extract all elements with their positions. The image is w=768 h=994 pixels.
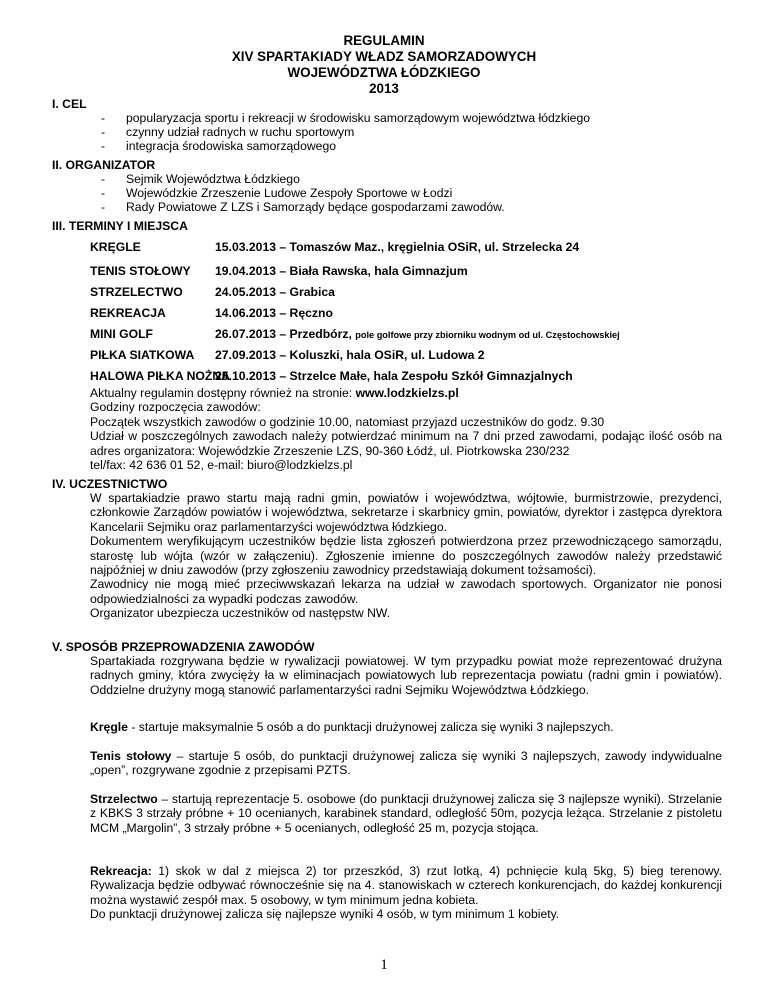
section-heading-cel: I. CEL xyxy=(52,97,87,111)
section-heading-organizator: II. ORGANIZATOR xyxy=(52,158,156,172)
website-link: www.lodzkielzs.pl xyxy=(355,386,459,400)
terminy-info xyxy=(90,386,722,472)
schedule-sport: MINI GOLF xyxy=(90,327,153,341)
rule-label: Tenis stołowy xyxy=(90,749,172,763)
rule-label: Kręgle xyxy=(90,720,128,734)
confirm-text: Udział w poszczególnych zawodach należy potwierdzać minimum na 7 dni przed zawodami, podając ilość osób na adres organizatora: Wojewódzkie Zrzeszenie LZS, 90-360 Łódź, ul. Piotrkowska 230/232 xyxy=(90,429,722,458)
schedule-details: 26.07.2013 – Przedbórz, xyxy=(215,327,352,341)
start-time-text: Początek wszystkich zawodów o godzinie 10.00, natomiast przyjazd uczestników do godz. 9.30 xyxy=(90,414,605,429)
section-heading-uczestnictwo: IV. UCZESTNICTWO xyxy=(52,477,168,491)
paragraph: Zawodnicy nie mogą mieć przeciwwskazań lekarza na udział w zawodach sportowych. Organizator nie ponosi odpowiedzialności za wypadki podczas zawodów. xyxy=(90,577,722,606)
schedule-details: 14.06.2013 – Ręczno xyxy=(215,306,333,320)
rule-strzelectwo: Strzelectwo – startują reprezentacje 5. osobowe (do punktacji drużynowej zalicza się 3 najlepsze wyniki). Strzelanie z KBKS 3 strzały próbne + 10 ocenianych, karabinek standard, odległość 50m, pozycja leżąca. Strzelanie z pistoletu MCM „Margolin”, 3 strzały próbne + 5 ocenianych, odległość 25 m, pozycja stojąca. xyxy=(90,792,722,835)
schedule-sport: REKREACJA xyxy=(90,306,166,320)
title-line-1: REGULAMIN xyxy=(343,33,425,48)
page-number: 1 xyxy=(380,957,388,973)
rule-tenis: Tenis stołowy – startuje 5 osób, do punktacji drużynowej zalicza się wyniki 3 najlepszych, zawody indywidualne „open”, rozgrywane zgodnie z przepisami PZTS. xyxy=(90,749,722,778)
schedule-sport: TENIS STOŁOWY xyxy=(90,264,191,278)
contact-text: tel/fax: 42 636 01 52, e-mail: biuro@lodzkielzs.pl xyxy=(90,458,353,473)
schedule-note: pole golfowe przy zbiorniku wodnym od ul. Częstochowskiej xyxy=(355,330,620,340)
document-page: REGULAMIN XIV SPARTAKIADY WŁADZ SAMORZADOWYCH WOJEWÓDZTWA ŁÓDZKIEGO 2013 I. CEL - popularyzacja sportu i rekreacji w środowisku samorządowym województwa łódzkiego - czynny udział radnych w ruchu sportowym - integracja środowiska samorządowego II. ORGANIZATOR - Sejmik Województwa Łódzkiego - Wojewódzkie Zrzeszenie Ludowe Zespoły Sportowe w Łodzi - Rady Powiatowe Z LZS i Samorządy będące gospodarzami zawodów. III. TERMINY I MIEJSCA KRĘGLE 15.03.2013 – Tomaszów Maz., kręgielnia OSiR, ul. Strzelecka 24 TENIS STOŁOWY 19.04.2013 – Biała Rawska, hala Gimnazjum STRZELECTWO 24.05.2013 – Grabica REKREACJA 14.06.2013 – Ręczno MINI GOLF 26.07.2013 – Przedbórz, pole golfowe przy zbiorniku wodnym od ul. Częstochowskiej PIŁKA SIATKOWA 27.09.2013 – Koluszki, hala OSiR, ul. Ludowa 2 HALOWA PIŁKA NOŻNA 25.10.2013 – Strzelce Małe, hala Zespołu Szkół Gimnazjalnych Aktualny regulamin dostępny również na stronie: www.lodzkielzs.pl Godziny rozpoczęcia zawodów: Początek wszystkich zawodów o godzinie 10.00, natomiast przyjazd uczestników do godz. 9.30 Udział w poszczególnych zawodach należy potwierdzać minimum na 7 dni przed zawodami, podając ilość osób na adres organizatora: Wojewódzkie Zrzeszenie LZS, 90-360 Łódź, ul. Piotrkowska 230/232 tel/fax: 42 636 01 52, e-mail: biuro@lodzkielzs.pl IV. UCZESTNICTWO W spartakiadzie prawo startu mają radni gmin, powiatów i województwa, wójtowie, burmistrzowie, prezydenci, członkowie Zarządów powiatów i województwa, sekretarze i skarbnicy gmin, powiatów, dyrektor i zastępca dyrektora Kancelarii Sejmiku oraz parlamentarzyści województwa łódzkiego. Dokumentem weryfikującym uczestników będzie lista zgłoszeń potwierdzona przez przewodniczącego samorządu, starostę lub wójta (wzór w załączeniu). Zgłoszenie imienne do poszczególnych zawodów należy przedstawić najpóźniej w dniu zawodów (przy zgłoszeniu zawodnicy przedstawiają dokument tożsamości). Zawodnicy nie mogą mieć przeciwwskazań lekarza na udział w zawodach sportowych. Organizator nie ponosi odpowiedzialności za wypadki podczas zawodów. Organizator ubezpiecza uczestników od następstw NW. V. SPOSÓB PRZEPROWADZENIA ZAWODÓW Spartakiada rozgrywana będzie w rywalizacji powiatowej. W tym przypadku powiat może reprezentować drużyna radnych gminy, która zwycięży ła w eliminacjach powiatowych lub reprezentacja powiatu (radni gmin i powiatów). Oddzielne drużyny mogą stanowić parlamentarzyści radni Sejmiku Województwa Łódzkiego. Kręgle - startuje maksymalnie 5 osób a do punktacji drużynowej zalicza się wyniki 3 najlepszych. Tenis stołowy – startuje 5 osób, do punktacji drużynowej zalicza się wyniki 3 najlepszych, zawody indywidualne „open”, rozgrywane zgodnie z przepisami PZTS. Strzelectwo – startują reprezentacje 5. osobowe (do punktacji drużynowej zalicza się 3 najlepsze wyniki). Strzelanie z KBKS 3 strzały próbne + 10 ocenianych, karabinek standard, odległość 50m, pozycja leżąca. Strzelanie z pistoletu MCM „Margolin”, 3 strzały próbne + 5 ocenianych, odległość 25 m, pozycja stojąca. Rekreacja: 1) skok w dal z miejsca 2) tor przeszkód, 3) rzut lotką, 4) pchnięcie kulą 5kg, 5) bieg terenowy. Rywalizacja będzie odbywać równocześnie się na 4. stanowiskach w czterech konkurencjach, do każdej konkurencji można wystawić zespół max. 5 osobowy, w tym minimum jedna kobieta. Do punktacji drużynowej zalicza się najlepsze wyniki 4 osób, w tym minimum 1 kobiety. 1 xyxy=(0,0,768,994)
sposob-intro: Spartakiada rozgrywana będzie w rywalizacji powiatowej. W tym przypadku powiat może reprezentować drużyna radnych gminy, która zwycięży ła w eliminacjach powiatowych lub reprezentacja powiatu (radni gmin i powiatów). Oddzielne drużyny mogą stanowić parlamentarzyści radni Sejmiku Województwa Łódzkiego. xyxy=(90,654,722,697)
rule-label: Rekreacja: xyxy=(90,864,152,878)
paragraph: Dokumentem weryfikującym uczestników będzie lista zgłoszeń potwierdzona przez przewodniczącego samorządu, starostę lub wójta (wzór w załączeniu). Zgłoszenie imienne do poszczególnych zawodów należy przedstawić najpóźniej w dniu zawodów (przy zgłoszeniu zawodnicy przedstawiają dokument tożsamości). xyxy=(90,534,722,578)
schedule-sport: KRĘGLE xyxy=(90,240,141,254)
paragraph: Do punktacji drużynowej zalicza się najlepsze wyniki 4 osób, w tym minimum 1 kobiety. xyxy=(90,907,560,922)
uczestnictwo-body xyxy=(90,491,722,621)
hours-label: Godziny rozpoczęcia zawodów: xyxy=(90,400,261,415)
website-line: Aktualny regulamin dostępny również na stronie: www.lodzkielzs.pl xyxy=(90,386,459,400)
rule-label: Strzelectwo xyxy=(90,792,158,806)
section-heading-sposob: V. SPOSÓB PRZEPROWADZENIA ZAWODÓW xyxy=(52,640,315,654)
paragraph: W spartakiadzie prawo startu mają radni gmin, powiatów i województwa, wójtowie, burmistrzowie, prezydenci, członkowie Zarządów powiatów i województwa, sekretarze i skarbnicy gmin, powiatów, dyrektor i zastępca dyrektora Kancelarii Sejmiku oraz parlamentarzyści województwa łódzkiego. xyxy=(90,491,722,534)
title-line-2: XIV SPARTAKIADY WŁADZ SAMORZADOWYCH xyxy=(231,49,537,64)
rule-rekreacja: Rekreacja: 1) skok w dal z miejsca 2) tor przeszkód, 3) rzut lotką, 4) pchnięcie kulą 5kg, 5) bieg terenowy. Rywalizacja będzie odbywać równocześnie się na 4. stanowiskach w czterech konkurencjach, do każdej konkurencji można wystawić zespół max. 5 osobowy, w tym minimum jedna kobieta. Do punktacji drużynowej zalicza się najlepsze wyniki 4 osób, w tym minimum 1 kobiety. xyxy=(90,864,722,922)
schedule-details: 25.10.2013 – Strzelce Małe, hala Zespołu Szkół Gimnazjalnych xyxy=(215,369,573,383)
title-line-4: 2013 xyxy=(369,81,399,96)
schedule-details: 27.09.2013 – Koluszki, hala OSiR, ul. Ludowa 2 xyxy=(215,348,485,362)
section-heading-terminy: III. TERMINY I MIEJSCA xyxy=(52,219,188,233)
rule-kregle: Kręgle - startuje maksymalnie 5 osób a do punktacji drużynowej zalicza się wyniki 3 najlepszych. xyxy=(90,720,614,734)
title-line-3: WOJEWÓDZTWA ŁÓDZKIEGO xyxy=(287,65,481,80)
paragraph: Organizator ubezpiecza uczestników od następstw NW. xyxy=(90,606,391,621)
schedule-details: 24.05.2013 – Grabica xyxy=(215,285,335,299)
schedule-details: 15.03.2013 – Tomaszów Maz., kręgielnia OSiR, ul. Strzelecka 24 xyxy=(215,240,580,254)
schedule-sport: PIŁKA SIATKOWA xyxy=(90,348,195,362)
schedule-details: 19.04.2013 – Biała Rawska, hala Gimnazjum xyxy=(215,264,468,278)
schedule-sport: HALOWA PIŁKA NOŻNA xyxy=(90,369,230,383)
schedule-sport: STRZELECTWO xyxy=(90,285,183,299)
